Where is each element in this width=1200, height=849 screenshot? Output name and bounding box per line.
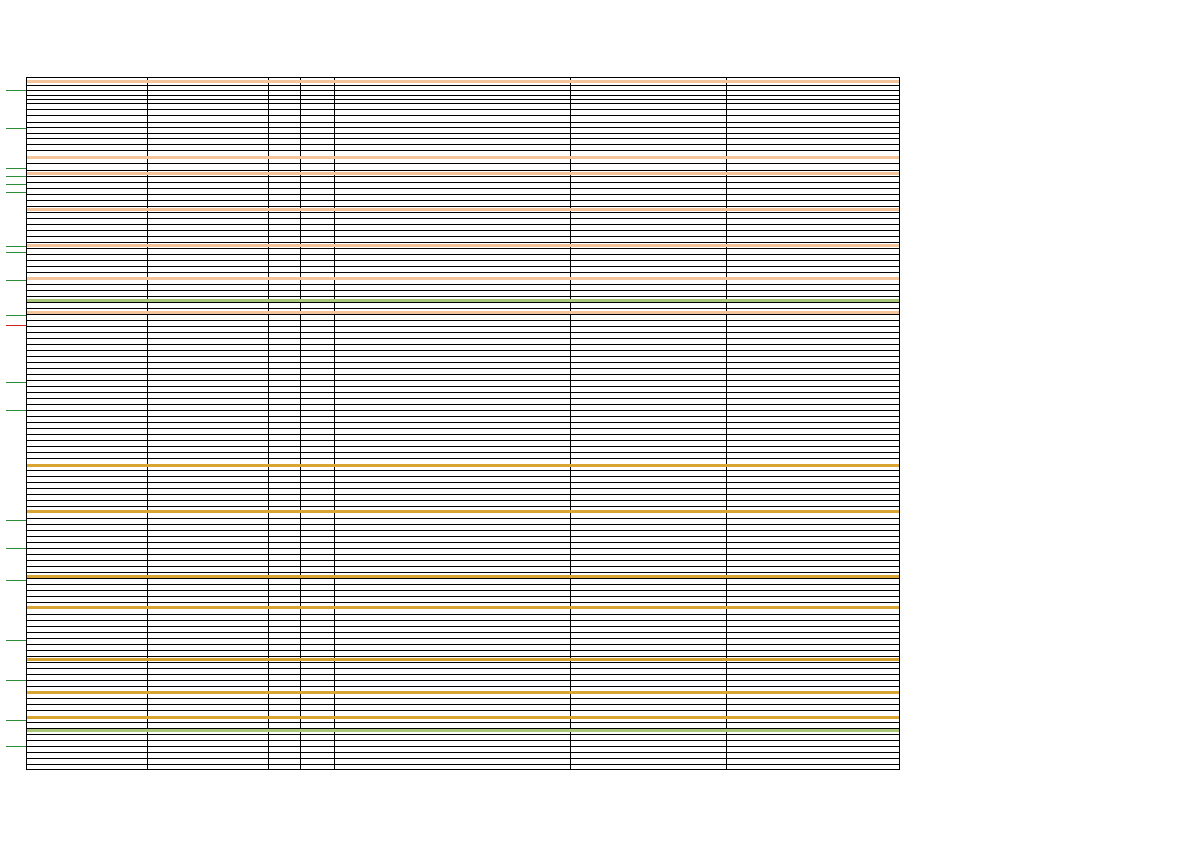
header-cell-5 [335,78,571,81]
margin-mark [6,280,26,281]
row-rule [27,668,899,669]
table-header [27,78,899,81]
row-band [27,464,899,467]
row-rule [27,326,899,327]
margin-mark [6,680,26,681]
row-rule [27,115,899,116]
row-band [27,729,899,732]
row-band [27,311,899,314]
row-rule [27,362,899,363]
row-rule [27,506,899,507]
row-rule [27,530,899,531]
margin-mark [6,410,26,411]
row-rule [27,99,899,100]
row-rule [27,90,899,91]
row-band [27,691,899,694]
margin-mark [6,325,26,326]
row-rule [27,242,899,243]
margin-mark [6,548,26,549]
row-rule [27,127,899,128]
row-rule [27,206,899,207]
row-rule [27,680,899,681]
row-rule [27,404,899,405]
margin-mark [6,176,26,177]
margin-mark [6,168,26,169]
margin-mark [6,192,26,193]
row-rule [27,133,899,134]
table-rows [27,78,899,769]
left-margin-annotations [0,80,26,770]
margin-mark [6,252,26,253]
row-band [27,208,899,211]
row-rule [27,746,899,747]
row-rule [27,95,899,96]
row-rule [27,638,899,639]
row-band [27,172,899,175]
row-rule [27,452,899,453]
row-rule [27,386,899,387]
row-rule [27,674,899,675]
row-rule [27,584,899,585]
header-cell-7 [727,78,901,81]
header-cell-4 [301,78,335,81]
row-band [27,716,899,719]
row-rule [27,302,899,303]
row-rule [27,758,899,759]
row-rule [27,308,899,309]
row-rule [27,85,899,86]
margin-mark [6,184,26,185]
row-rule [27,590,899,591]
row-band [27,299,899,302]
row-rule [27,422,899,423]
row-rule [27,542,899,543]
row-rule [27,698,899,699]
row-rule [27,188,899,189]
row-rule [27,434,899,435]
row-rule [27,314,899,315]
header-cell-3 [269,78,301,81]
row-rule [27,182,899,183]
margin-mark [6,246,26,247]
row-rule [27,392,899,393]
header-cell-1 [27,78,148,81]
row-rule [27,764,899,765]
row-rule [27,320,899,321]
row-rule [27,704,899,705]
row-rule [27,740,899,741]
row-rule [27,218,899,219]
row-rule [27,284,899,285]
row-rule [27,644,899,645]
row-band [27,277,899,280]
row-rule [27,200,899,201]
row-rule [27,476,899,477]
row-rule [27,254,899,255]
row-rule [27,122,899,123]
row-rule [27,572,899,573]
row-rule [27,500,899,501]
margin-mark [6,315,26,316]
row-rule [27,482,899,483]
margin-mark [6,128,26,129]
row-band [27,658,899,661]
row-rule [27,524,899,525]
row-rule [27,368,899,369]
row-rule [27,380,899,381]
row-band [27,244,899,247]
row-rule [27,656,899,657]
row-rule [27,272,899,273]
row-rule [27,458,899,459]
row-rule [27,650,899,651]
row-rule [27,518,899,519]
row-rule [27,170,899,171]
row-rule [27,290,899,291]
row-rule [27,722,899,723]
row-rule [27,488,899,489]
margin-mark [6,640,26,641]
row-rule [27,734,899,735]
row-rule [27,752,899,753]
row-band [27,606,899,609]
row-rule [27,260,899,261]
row-band [27,510,899,513]
row-rule [27,194,899,195]
row-rule [27,548,899,549]
row-rule [27,212,899,213]
row-rule [27,344,899,345]
row-rule [27,350,899,351]
margin-mark [6,746,26,747]
row-rule [27,356,899,357]
row-rule [27,332,899,333]
row-rule [27,560,899,561]
row-rule [27,626,899,627]
row-rule [27,536,899,537]
margin-mark [6,720,26,721]
row-rule [27,494,899,495]
row-rule [27,236,899,237]
margin-mark [6,580,26,581]
row-rule [27,410,899,411]
row-rule [27,374,899,375]
data-table [26,77,900,770]
row-rule [27,109,899,110]
row-rule [27,296,899,297]
row-rule [27,150,899,151]
row-rule [27,416,899,417]
row-rule [27,470,899,471]
header-cell-6 [571,78,727,81]
row-rule [27,614,899,615]
row-rule [27,446,899,447]
margin-mark [6,382,26,383]
row-rule [27,230,899,231]
row-rule [27,554,899,555]
row-band [27,156,899,159]
row-rule [27,163,899,164]
row-rule [27,632,899,633]
row-rule [27,686,899,687]
row-rule [27,338,899,339]
row-rule [27,710,899,711]
row-rule [27,602,899,603]
row-rule [27,144,899,145]
row-rule [27,176,899,177]
row-rule [27,428,899,429]
row-rule [27,596,899,597]
header-cell-2 [148,78,269,81]
row-band [27,575,899,578]
row-rule [27,578,899,579]
row-rule [27,138,899,139]
row-rule [27,566,899,567]
row-rule [27,440,899,441]
row-rule [27,398,899,399]
row-rule [27,224,899,225]
margin-mark [6,90,26,91]
row-rule [27,103,899,104]
row-rule [27,266,899,267]
margin-mark [6,520,26,521]
row-rule [27,662,899,663]
row-rule [27,248,899,249]
row-rule [27,620,899,621]
